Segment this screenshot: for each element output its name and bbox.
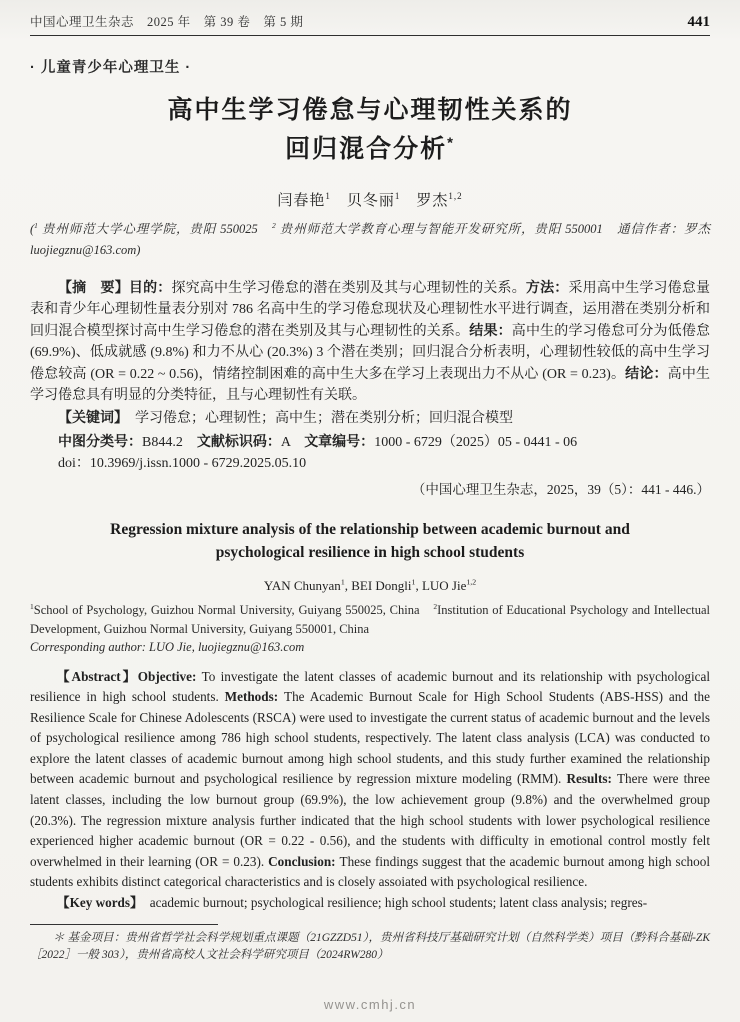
- keywords-cn: 【关键词】 学习倦怠；心理韧性；高中生；潜在类别分析；回归混合模型: [58, 409, 513, 426]
- abstract-cn: 【摘 要】目的：探究高中生学习倦怠的潜在类别及其与心理韧性的关系。方法：采用高中生学习倦怠量表和青少年心理韧性量表分别对 786 名高中生的学习倦怠现状及心理韧性水平进行调查，运用潜在类别分析和回归混合模型探讨高中生学习倦怠的潜在类别及其与心理韧性的关系。结果：高中生的学习倦怠可分为低倦怠 (69.9%)、低成就感 (9.8%) 和力不从心 (20.3%) 3 个潜在类别；回归混合分析表明，心理韧性较低的高中生学习倦怠较高 (OR = 0.22 ~ 0.56)，情绪控制困难的高中生大多在学习上表现出力不从心 (OR = 0.23)。结论：高中生学习倦怠具有明显的分类特征，且与心理韧性有关联。: [30, 279, 711, 403]
- citation-line: （中国心理卫生杂志，2025，39（5）：441 - 446.）: [411, 481, 710, 497]
- authors-en: YAN Chunyan$^1$, BEI Dongli$^1$, LUO Jie$^{1,2}$: [263, 577, 477, 593]
- article-title-en-line1: Regression mixture analysis of the relationship between academic burnout and: [110, 520, 630, 538]
- column-section-label: · 儿童青少年心理卫生 ·: [30, 60, 192, 76]
- article-title-en-line2: psychological resilience in high school students: [215, 543, 525, 561]
- affiliation-cn: ($^1$ 贵州师范大学心理学院，贵阳 550025 $^2$ 贵州师范大学教育心理与智能开发研究所，贵阳 550001 通信作者：罗杰 luojiegznu@163.com): [30, 220, 710, 257]
- article-title-cn: [30, 91, 710, 169]
- affiliation-en: $^1$School of Psychology, Guizhou Normal University, Guiyang 550025, China $^2$Institution of Educational Psychology and Intellectual Development, Guizhou Normal University, Guiyang 550001, China: [30, 601, 711, 636]
- page-number: 441: [687, 14, 710, 30]
- corresponding-author-line: Corresponding author: LUO Jie, luojiegznu@163.com: [30, 639, 305, 654]
- authors-cn: 闫春艳$^1$ 贝冬丽$^1$ 罗杰$^{1,2}$: [277, 191, 463, 209]
- article-title-line1: 高中生学习倦怠与心理韧性关系的: [167, 96, 573, 124]
- article-title-en: [30, 518, 710, 564]
- keywords-en: 【Key words】 academic burnout; psychological resilience; high school students; latent class analysis; regres-: [56, 895, 648, 911]
- footnote-divider: [30, 924, 218, 925]
- journal-issue-info: 中国心理卫生杂志 2025 年 第 39 卷 第 5 期: [30, 15, 304, 29]
- funding-footnote: ＊ 基金项目：贵州省哲学社会科学规划重点课题（21GZZD51），贵州省科技厅基础研究计划（自然科学类）项目（黔科合基础-ZK［2022］一般 303），贵州省高校人文社会科学研究项目（2024RW280）: [30, 931, 710, 962]
- article-title-line2: 回归混合分析*: [285, 134, 455, 163]
- header-divider: [30, 35, 710, 36]
- clc-line: 中图分类号：B844.2 文献标识码：A 文章编号：1000 - 6729（2025）05 - 0441 - 06: [58, 432, 578, 450]
- doi-line: doi：10.3969/j.issn.1000 - 6729.2025.05.10: [58, 456, 307, 471]
- abstract-en: 【Abstract】Objective: To investigate the latent classes of academic burnout and its relationship with psychological resilience in high school students. Methods: The Academic Burnout Scale for High School Students (ABS-HSS) and the Resilience Scale for Chinese Adolescents (RSCA) were used to investigate the current status of academic burnout and the levels of psychological resilience among 786 high school students, respectively. The latent class analysis (LCA) was conducted to explore the latent classes of academic burnout among high school students, and this study further examined the relationship between academic burnout and psychological resilience by regression mixture modeling (RMM). Results: There were three latent classes, including the low burnout group (69.9%), the low achievement group (9.8%) and the overwhelmed group (20.3%). The regression mixture analysis further indicated that the high school students with lower psychological resilience experienced higher academic burnout (OR = 0.22 - 0.56), and the students with difficulty in emotional control mostly felt overwhelmed in their learning (OR = 0.23). Conclusion: These findings suggest that the academic burnout among high school students exhibits distinct categorical characteristics and is closely assoiated with psychological resilience.: [30, 668, 710, 890]
- page-header: [30, 12, 710, 31]
- journal-website-watermark: www.cmhj.cn: [323, 997, 417, 1012]
